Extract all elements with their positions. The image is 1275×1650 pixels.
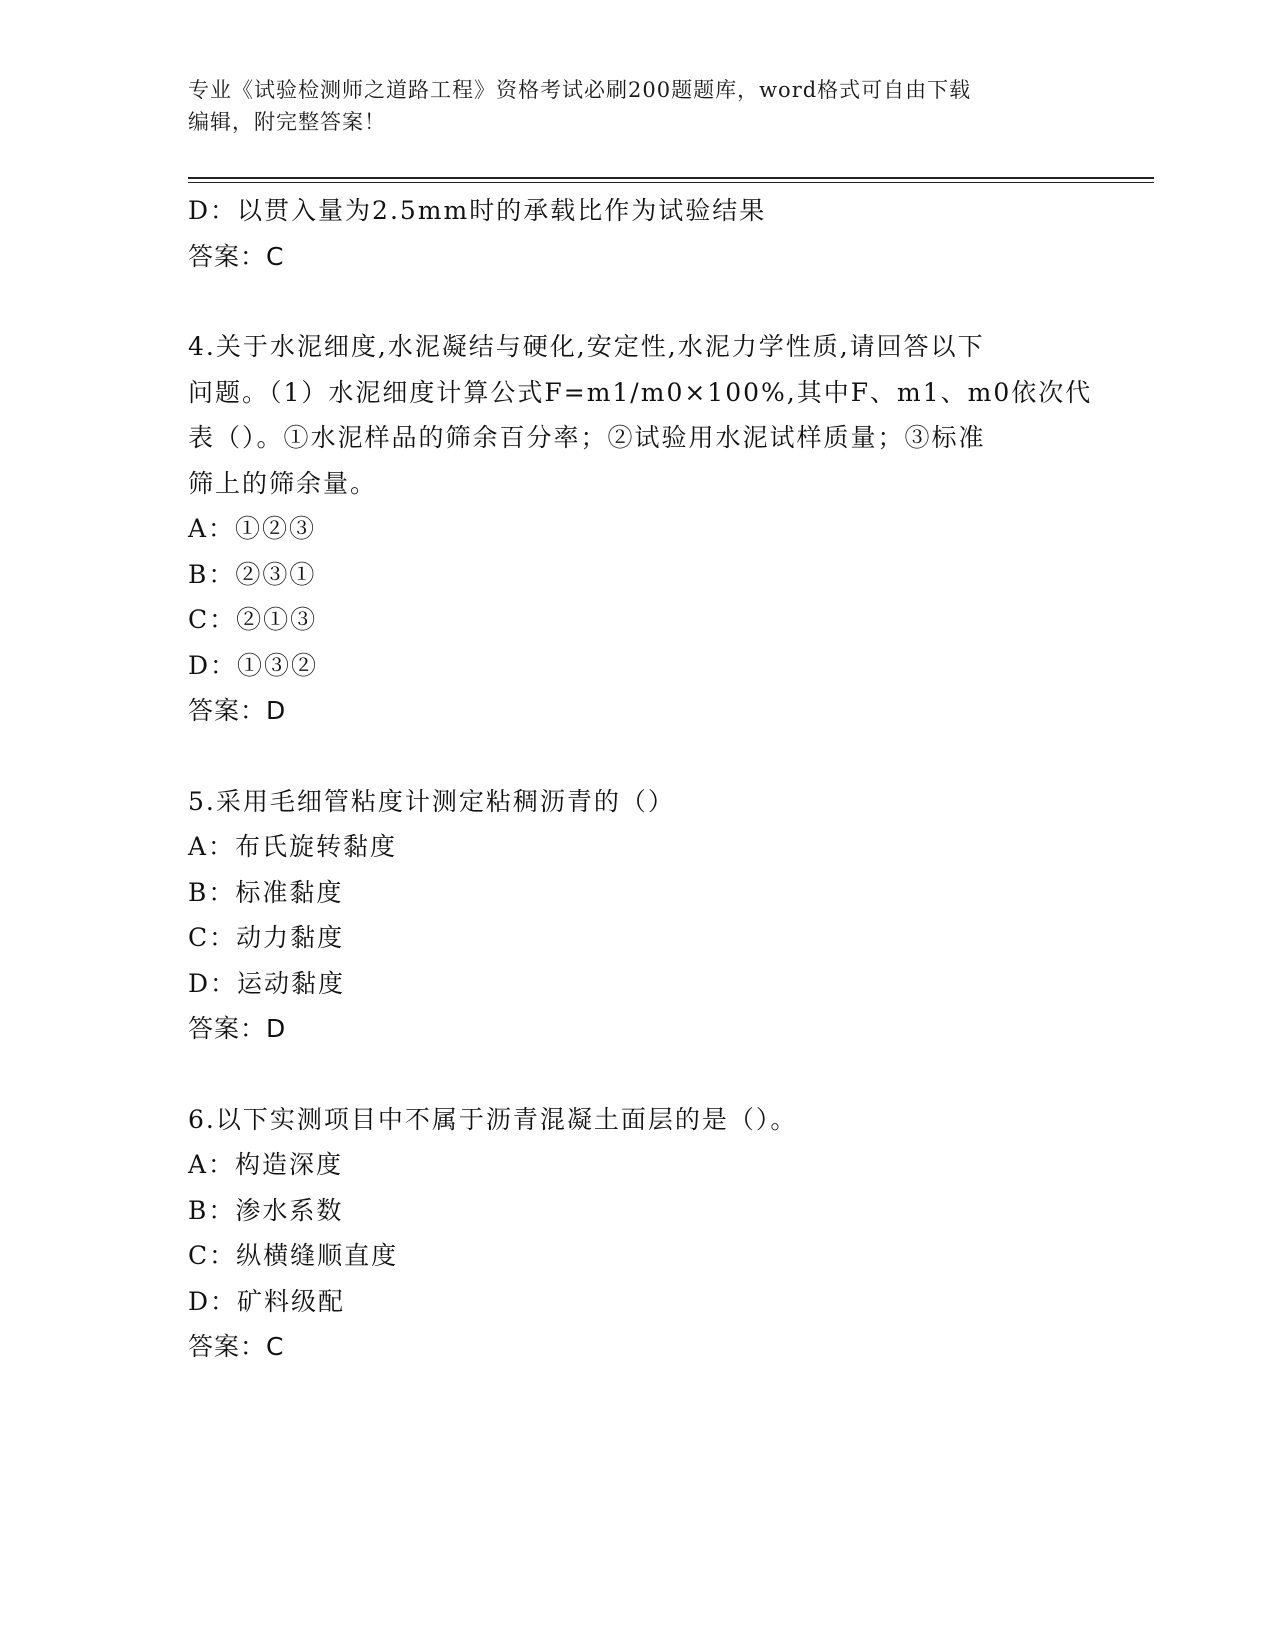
q4-option-a: A：①②③ [188, 514, 317, 543]
q3-answer: 答案：C [188, 241, 285, 271]
q4-stem [188, 324, 1093, 506]
header-divider-thin [188, 182, 1154, 183]
q5-option-d: D：运动黏度 [188, 968, 346, 998]
q6-option-a: A：构造深度 [188, 1150, 344, 1179]
q5-option-c: C：动力黏度 [188, 923, 345, 952]
header-line-2: 编辑，附完整答案！ [188, 110, 386, 134]
q4-stem-line-4: 筛上的筛余量。 [188, 468, 378, 498]
spacer [188, 1052, 1088, 1097]
q4-option-b: B：②③① [188, 559, 317, 589]
question-3-tail [188, 188, 1088, 279]
question-6 [188, 1097, 1088, 1370]
header-line-1: 专业《试验检测师之道路工程》资格考试必刷200题题库，word格式可自由下载 [188, 78, 972, 102]
q6-option-b: B：渗水系数 [188, 1195, 344, 1225]
q5-option-a: A：布氏旋转黏度 [188, 832, 398, 861]
q6-answer: 答案：C [188, 1332, 285, 1361]
question-list [188, 188, 1093, 1370]
q4-option-c: C：②①③ [188, 605, 318, 634]
q4-stem-line-3: 表（）。①水泥样品的筛余百分率；②试验用水泥试样质量；③标准 [188, 423, 986, 452]
q4-option-d: D：①③② [188, 650, 319, 680]
document-header [188, 74, 1088, 138]
spacer [188, 279, 1088, 324]
q4-stem-line-1: 4.关于水泥细度,水泥凝结与硬化,安定性,水泥力学性质,请回答以下 [188, 332, 985, 361]
q6-option-d: D：矿料级配 [188, 1286, 346, 1316]
question-4 [188, 324, 1093, 734]
q5-stem: 5.采用毛细管粘度计测定粘稠沥青的（） [188, 786, 675, 816]
q3-option-d: D：以贯入量为2.5mm时的承载比作为试验结果 [188, 196, 767, 225]
question-5 [188, 779, 1088, 1052]
q4-stem-line-2: 问题。（1）水泥细度计算公式F=m1/m0×100%,其中F、m1、m0依次代 [188, 377, 1093, 407]
q4-answer: 答案：D [188, 696, 287, 725]
q6-option-c: C：纵横缝顺直度 [188, 1241, 399, 1270]
q6-stem: 6.以下实测项目中不属于沥青混凝土面层的是（）。 [188, 1104, 798, 1134]
spacer [188, 734, 1088, 779]
q5-option-b: B：标准黏度 [188, 877, 344, 907]
q5-answer: 答案：D [188, 1014, 287, 1043]
header-divider-thick [188, 177, 1154, 179]
